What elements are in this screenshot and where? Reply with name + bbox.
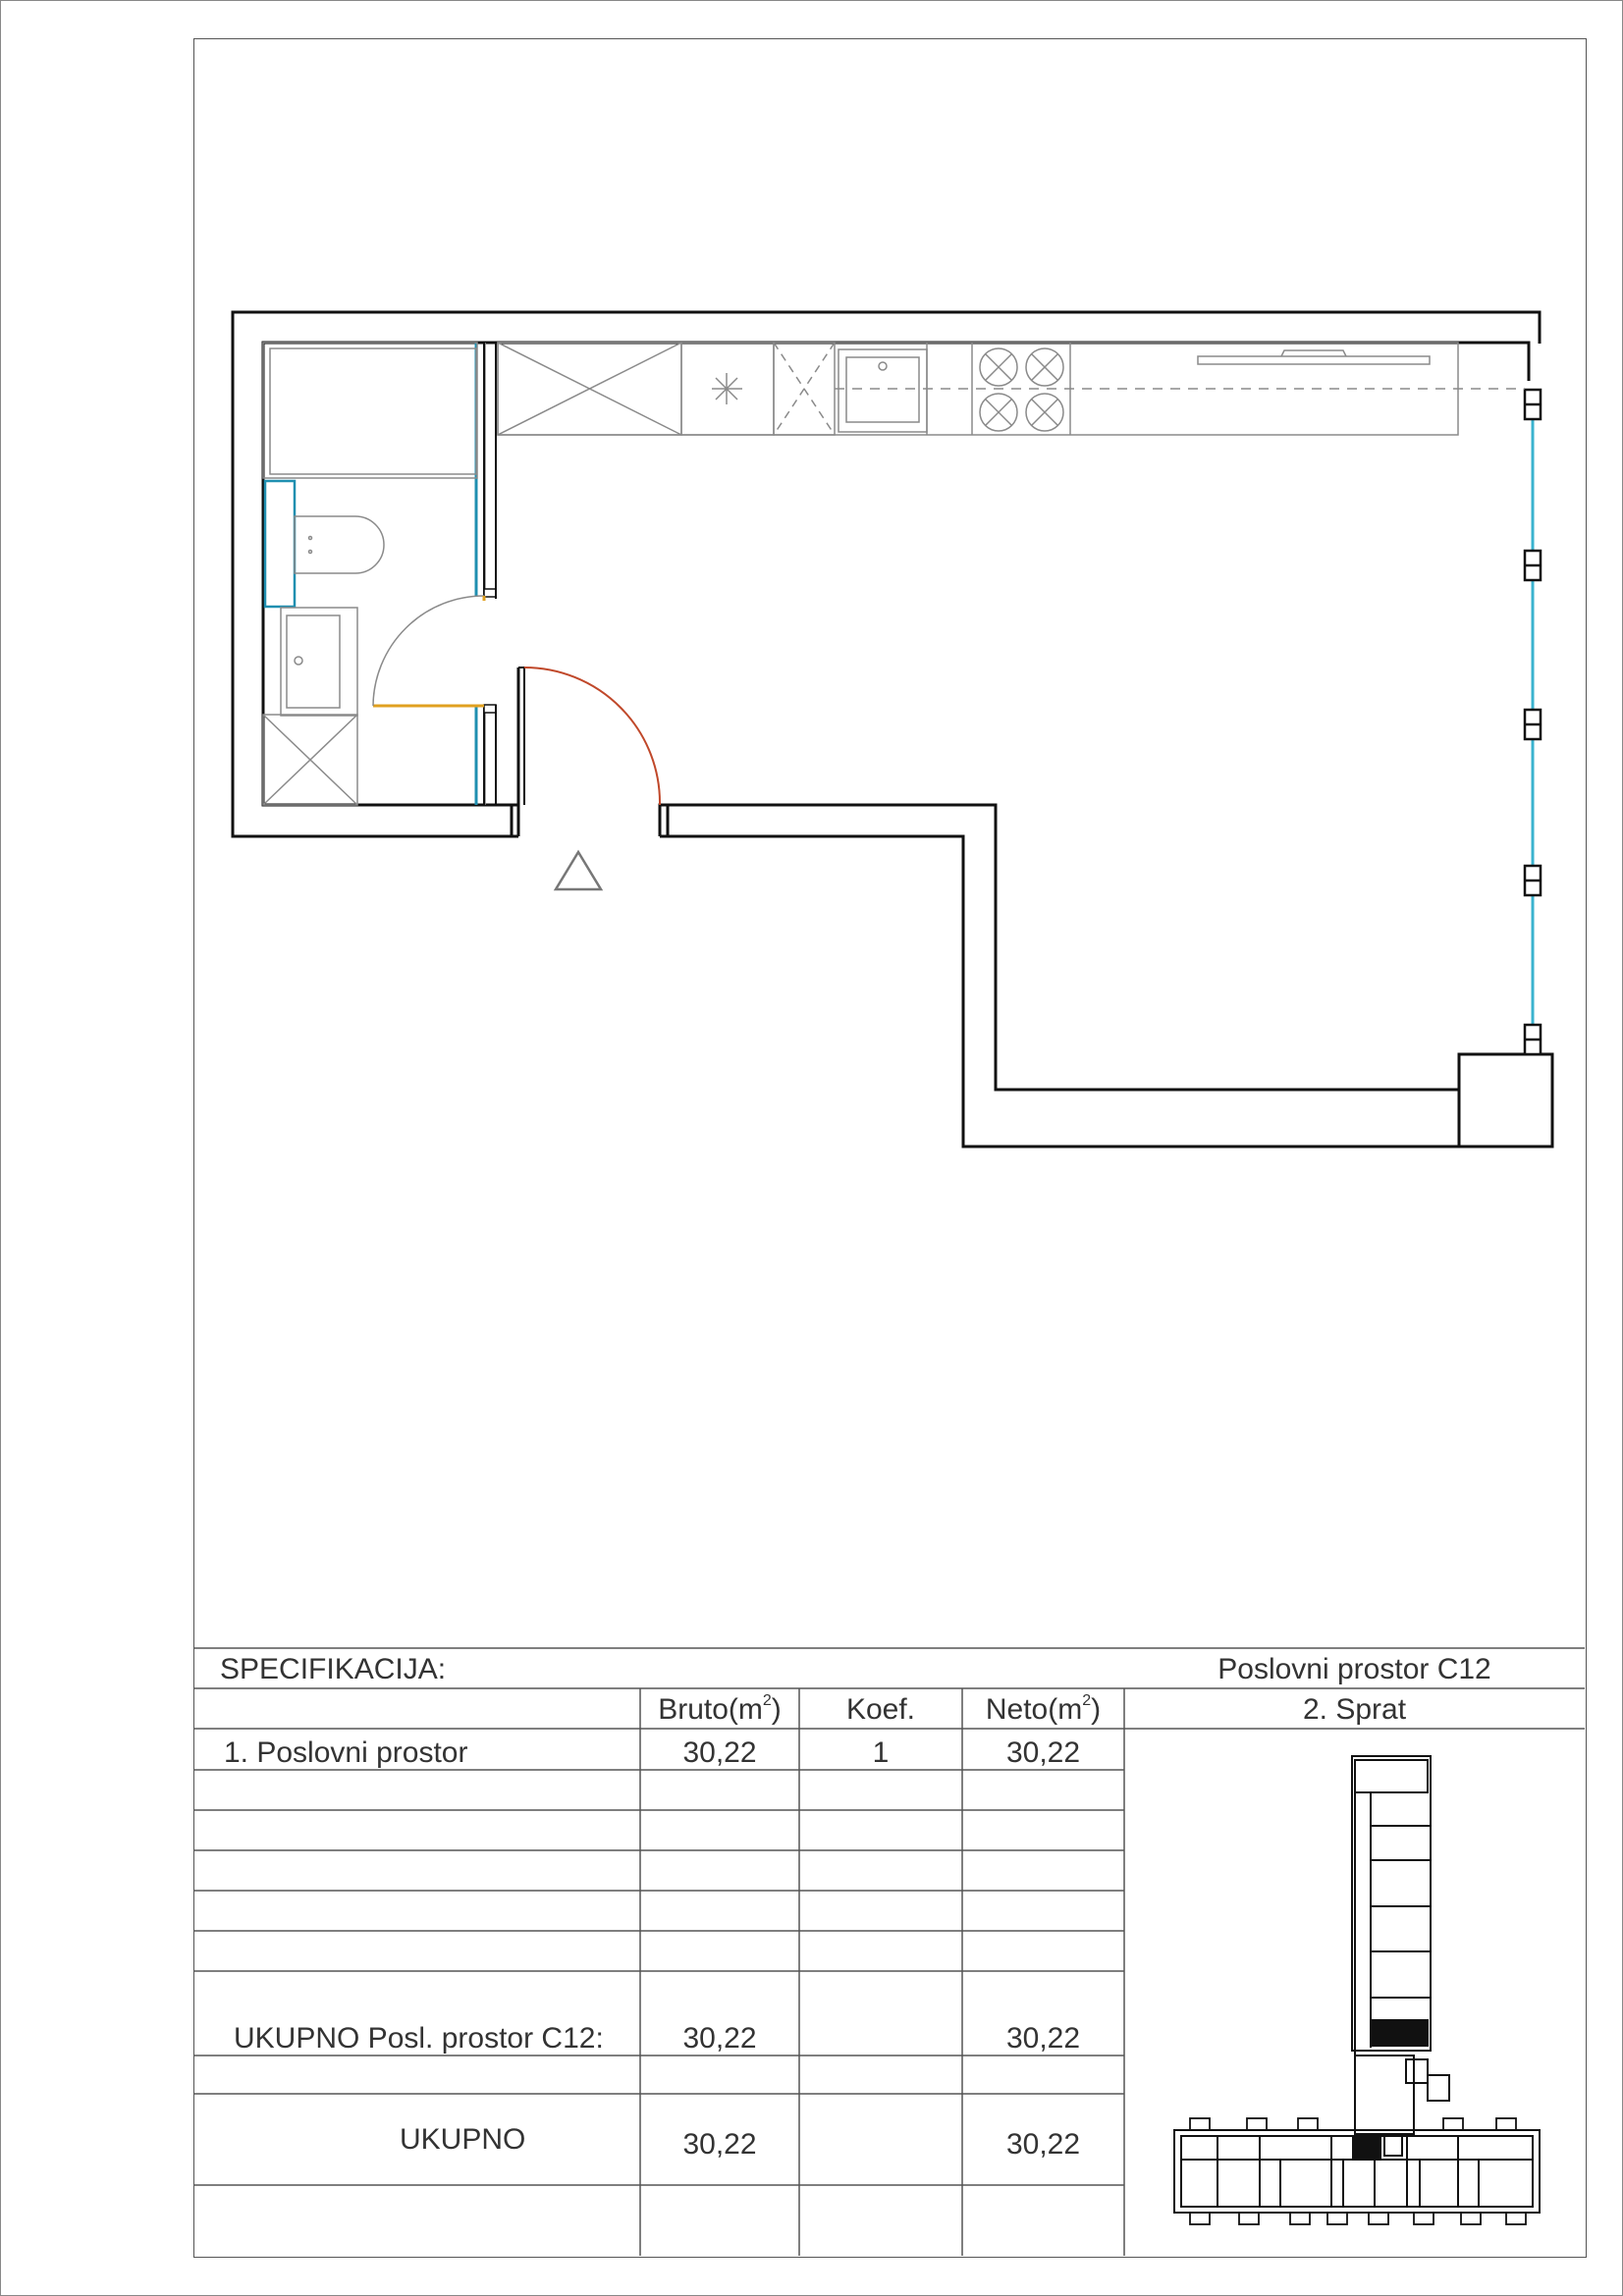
floor-label: 2. Sprat [1302, 1693, 1407, 1726]
kitchen-counter [498, 343, 1525, 435]
partition-stub [484, 589, 496, 597]
washbasin [281, 608, 357, 716]
header-neto: $Neto(m^2)$ [985, 1692, 1102, 1726]
wall-lower-wing-inner [660, 805, 1459, 1090]
bathroom [263, 343, 496, 805]
bathroom-door-swing [373, 596, 484, 706]
subtotal-bruto: 30,22 [682, 2022, 757, 2055]
total-neto: 30,22 [1005, 2128, 1081, 2161]
entrance-marker-icon [556, 852, 601, 889]
row-neto: 30,22 [1005, 1736, 1081, 1769]
row-koef: 1 [872, 1736, 890, 1769]
entrance-door-swing [524, 667, 660, 805]
shelf [1198, 356, 1430, 364]
subtotal-neto: 30,22 [1005, 2022, 1081, 2055]
subtotal-label: UKUPNO Posl. prostor C12: [234, 2022, 604, 2055]
partition-stub [484, 705, 496, 713]
storage-cabinet [263, 343, 477, 478]
row-name: 1. Poslovni prostor [224, 1736, 468, 1769]
wall-inner-left [263, 343, 1529, 805]
header-bruto: $Bruto(m^2)$ [658, 1692, 782, 1726]
unit-name: Poslovni prostor C12 [1217, 1653, 1491, 1685]
star-icon [712, 373, 742, 404]
total-label: UKUPNO [400, 2123, 526, 2156]
entrance-door [518, 667, 660, 805]
building-key-plan [1174, 1756, 1540, 2224]
toilet-tank [265, 481, 295, 607]
total-bruto: 30,22 [682, 2128, 757, 2161]
toilet-icon [295, 516, 384, 573]
specification-title: SPECIFIKACIJA: [220, 1653, 447, 1685]
exterior-walls [233, 312, 1552, 1147]
cooktop-burner-icons [980, 348, 1063, 431]
glazed-facade [1525, 390, 1541, 1054]
row-bruto: 30,22 [682, 1736, 757, 1769]
wall-lower-wing-outer [660, 836, 1552, 1147]
wall-outer-left [233, 312, 1540, 836]
header-koef: Koef. [845, 1693, 916, 1726]
